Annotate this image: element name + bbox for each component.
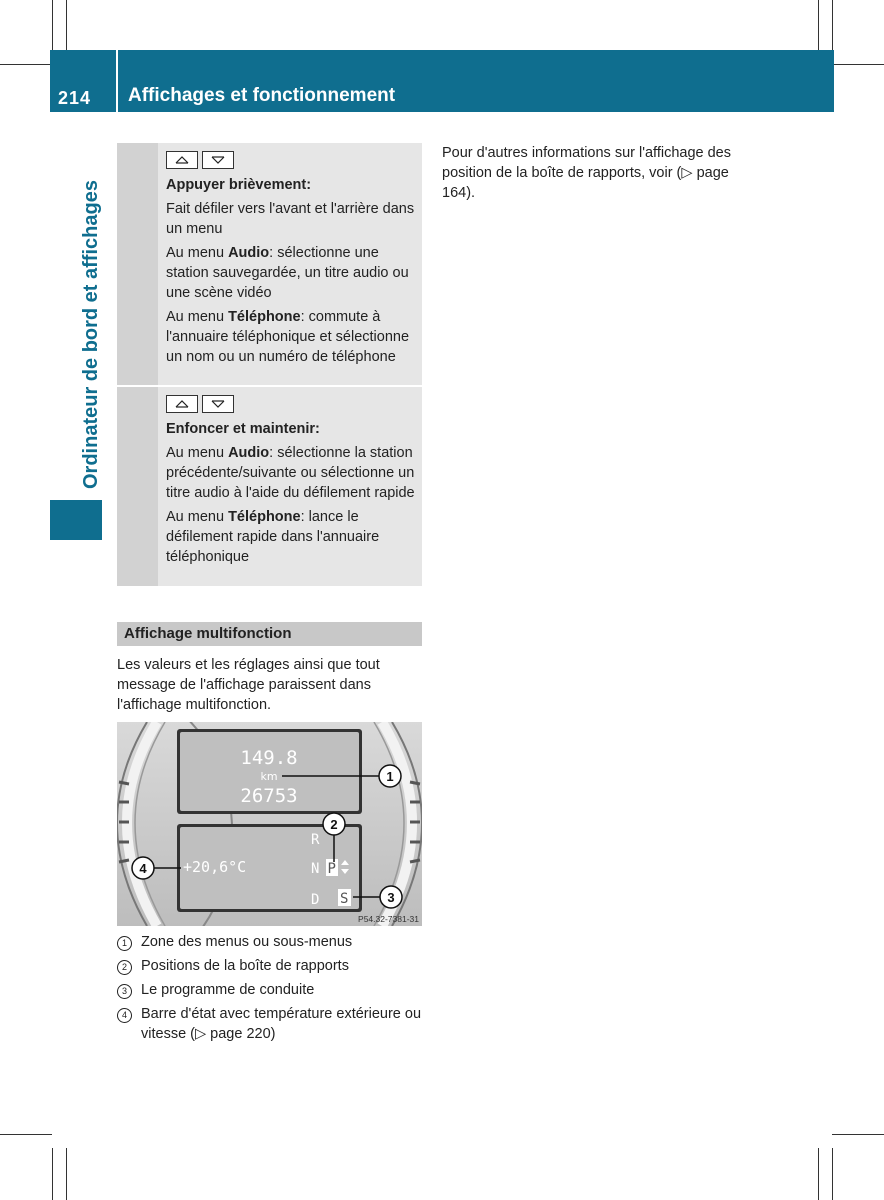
row-text: Au menu Audio: sélectionne une station sauvegardée, un titre audio ou une scène vidéo [166, 245, 409, 301]
down-key-icon [202, 395, 234, 413]
page-number: 214 [58, 88, 92, 108]
crop-mark [0, 64, 52, 65]
up-key-icon [166, 151, 198, 169]
instrument-cluster-figure [117, 722, 422, 926]
list-item [117, 980, 427, 1000]
table-row [117, 143, 422, 385]
crop-mark [52, 1148, 53, 1200]
gear-r: R [311, 832, 320, 848]
table-key-column [117, 387, 158, 586]
side-tab-label: Ordinateur de bord et affichages [80, 180, 102, 489]
crop-mark [52, 0, 53, 52]
gear-d: D [311, 892, 320, 908]
drive-program-s: S [340, 891, 349, 907]
row-text: Au menu Audio: sélectionne la station précédente/suivante ou sélectionne un titre audio à l'aide du défilement rapide [166, 445, 415, 501]
right-column-text: Pour d'autres informations sur l'affichage des position de la boîte de rapports, voir (▷ page 164). [442, 145, 731, 201]
callout-1: 1 [386, 769, 394, 784]
crop-mark [832, 1134, 884, 1135]
key-group [166, 151, 418, 169]
callout-4: 4 [139, 861, 147, 876]
instrument-cluster-illustration [117, 722, 422, 926]
gear-p: P [327, 861, 336, 877]
down-key-icon [202, 151, 234, 169]
legend-text: Zone des menus ou sous-menus [141, 934, 353, 950]
outside-temperature: +20,6°C [183, 858, 247, 876]
row-text: Fait défiler vers l'avant et l'arrière dans un menu [166, 201, 415, 237]
crop-mark [832, 64, 884, 65]
crop-mark [832, 1148, 833, 1200]
table-row [117, 387, 422, 586]
crop-mark [832, 0, 833, 52]
list-item [117, 932, 427, 952]
list-item [117, 1004, 427, 1044]
crop-mark [66, 1148, 67, 1200]
figure-legend [117, 932, 427, 1048]
side-tab [50, 500, 102, 540]
legend-text: Barre d'état avec température extérieure ou vitesse (▷ page 220) [141, 1006, 422, 1042]
row-heading: Appuyer brièvement: [166, 177, 312, 193]
legend-number: 3 [117, 984, 132, 999]
crop-mark [66, 0, 67, 52]
legend-number: 4 [117, 1008, 132, 1023]
callout-3: 3 [387, 890, 395, 905]
table-row-content [166, 151, 418, 371]
section-heading: Affichage multifonction [117, 622, 422, 646]
legend-text: Positions de la boîte de rapports [141, 958, 349, 974]
figure-reference: P54.32-7381-31 [358, 914, 419, 924]
section-intro: Les valeurs et les réglages ainsi que tout message de l'affichage paraissent dans l'affichage multifonction. [117, 657, 380, 713]
row-text: Au menu Téléphone: commute à l'annuaire téléphonique et sélectionne un nom ou un numéro de téléphone [166, 309, 410, 365]
crop-mark [818, 1148, 819, 1200]
crop-mark [818, 0, 819, 52]
row-heading: Enfoncer et maintenir: [166, 421, 320, 437]
key-group [166, 395, 418, 413]
up-key-icon [166, 395, 198, 413]
odometer: 26753 [240, 785, 298, 807]
crop-mark [0, 1134, 52, 1135]
table-key-column [117, 143, 158, 385]
list-item [117, 956, 427, 976]
page-title: Affichages et fonctionnement [128, 85, 396, 106]
legend-number: 2 [117, 960, 132, 975]
row-text: Au menu Téléphone: lance le défilement rapide dans l'annuaire téléphonique [166, 509, 380, 565]
callout-2: 2 [330, 817, 338, 832]
gear-n: N [311, 861, 320, 877]
trip-distance: 149.8 [240, 747, 298, 769]
legend-number: 1 [117, 936, 132, 951]
table-row-content [166, 395, 418, 571]
distance-unit: km [260, 770, 278, 783]
legend-text: Le programme de conduite [141, 982, 315, 998]
